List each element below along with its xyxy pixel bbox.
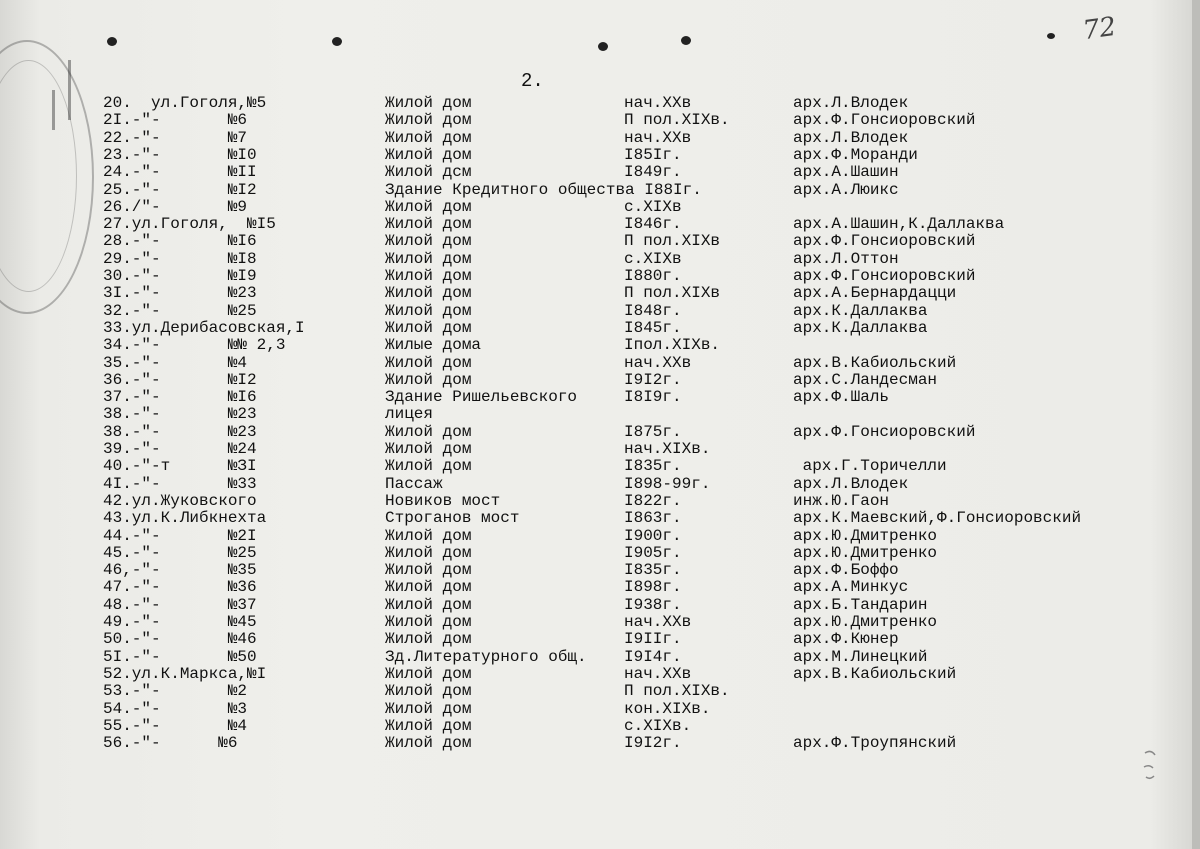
table-row <box>0 683 1200 700</box>
row-building: Жилой дом <box>385 664 472 683</box>
table-row <box>0 303 1200 320</box>
row-architect: арх.Г.Торичелли <box>793 457 947 476</box>
row-address: 43.ул.К.Либкнехта <box>103 509 267 528</box>
table-row <box>0 597 1200 614</box>
row-architect: арх.К.Даллаква <box>793 318 928 337</box>
row-building: Новиков мост <box>385 491 501 510</box>
row-architect: арх.А.Шашин,К.Даллаква <box>793 215 1005 234</box>
row-address: 29.-"- №I8 <box>103 249 257 268</box>
row-architect: арх.Ф.Гонсиоровский <box>793 267 976 285</box>
row-address: 46,-"- №35 <box>103 561 257 580</box>
row-address: 28.-"- №I6 <box>103 232 257 251</box>
row-architect: арх.Ф.Кюнер <box>793 630 899 649</box>
table-row <box>0 164 1200 181</box>
row-address: 35.-"- №4 <box>103 353 248 372</box>
table-row <box>0 510 1200 527</box>
row-date: П пол.XIXв. <box>624 682 730 701</box>
row-building: Жилой дом <box>385 595 472 614</box>
table-row <box>0 355 1200 372</box>
table-row <box>0 216 1200 233</box>
row-architect: арх.Л.Влодек <box>793 474 909 493</box>
row-building: Жилой дом <box>385 284 472 303</box>
table-row <box>0 701 1200 718</box>
row-architect: арх.Л.Оттон <box>793 249 899 268</box>
row-date: I9I4г. <box>624 647 682 666</box>
row-date: I898г. <box>624 578 682 597</box>
row-architect: арх.М.Линецкий <box>793 647 928 666</box>
row-address: 33.ул.Дерибасовская,I <box>103 318 305 337</box>
row-address: 49.-"- №45 <box>103 613 257 631</box>
table-row <box>0 268 1200 285</box>
row-architect: арх.К.Маевский,Ф.Гонсиоровский <box>793 509 1082 528</box>
row-building: Жилой дом <box>385 526 472 545</box>
row-date: нач.XXв <box>624 94 692 112</box>
row-building: Здание Кредитного общества I88Iг. <box>385 180 702 199</box>
row-date: I835г. <box>624 457 682 476</box>
row-building: Жилой дом <box>385 215 472 234</box>
row-date: нач.XXв <box>624 128 692 147</box>
row-architect: арх.Ф.Гонсиоровский <box>793 111 976 130</box>
row-building: Жилой дом <box>385 301 472 320</box>
table-row <box>0 562 1200 579</box>
row-architect: арх.Ю.Дмитренко <box>793 543 938 562</box>
table-row <box>0 147 1200 164</box>
row-address: 48.-"- №37 <box>103 595 257 614</box>
row-architect: арх.Ф.Моранди <box>793 145 918 164</box>
row-date: I9I2г. <box>624 734 682 753</box>
row-building: Жилой дом <box>385 682 472 701</box>
row-building: Жилой дом <box>385 370 472 389</box>
row-building: Жилой дом <box>385 318 472 337</box>
row-building: Здание Ришельевского <box>385 388 578 407</box>
table-row <box>0 666 1200 683</box>
row-building: Жилой дом <box>385 94 472 112</box>
row-building: Жилой дом <box>385 249 472 268</box>
row-address: 52.ул.К.Маркса,№I <box>103 664 267 683</box>
row-date: I9IIг. <box>624 630 682 649</box>
row-date: I9I2г. <box>624 370 682 389</box>
table-row <box>0 199 1200 216</box>
row-date: кон.XIXв. <box>624 699 711 718</box>
row-address: 22.-"- №7 <box>103 128 248 147</box>
row-date: I849г. <box>624 163 682 182</box>
row-building: Жилой дом <box>385 232 472 251</box>
table-row <box>0 320 1200 337</box>
row-date: нач.XXв <box>624 664 692 683</box>
row-address: 26./"- №9 <box>103 197 248 216</box>
row-date: I938г. <box>624 595 682 614</box>
table-row <box>0 372 1200 389</box>
row-date: I85Iг. <box>624 145 682 164</box>
row-architect: арх.С.Ландесман <box>793 370 938 389</box>
table-row <box>0 718 1200 735</box>
row-address: 50.-"- №46 <box>103 630 257 649</box>
row-address: 37.-"- №I6 <box>103 388 257 407</box>
table-row <box>0 251 1200 268</box>
row-date: П пол.XIXв <box>624 284 721 303</box>
binder-hole <box>332 37 342 46</box>
row-date: нач.XXв <box>624 613 692 631</box>
table-row <box>0 458 1200 475</box>
row-address: 42.ул.Жуковского <box>103 491 257 510</box>
row-date: I875г. <box>624 422 682 441</box>
row-address: 53.-"- №2 <box>103 682 248 701</box>
row-date: нач.XXв <box>624 353 692 372</box>
row-address: 5I.-"- №50 <box>103 647 257 666</box>
table-row <box>0 337 1200 354</box>
table-row <box>0 493 1200 510</box>
row-building: Жилой дом <box>385 422 472 441</box>
row-architect: арх.Ю.Дмитренко <box>793 613 938 631</box>
row-building: Жилой дом <box>385 267 472 285</box>
row-building: Строганов мост <box>385 509 520 528</box>
row-architect: арх.Ф.Троупянский <box>793 734 957 753</box>
table-row <box>0 631 1200 648</box>
row-building: Жилой дом <box>385 197 472 216</box>
row-address: 32.-"- №25 <box>103 301 257 320</box>
row-architect: инж.Ю.Гаон <box>793 491 890 510</box>
row-architect: арх.Ф.Боффо <box>793 561 899 580</box>
row-address: 20. ул.Гоголя,№5 <box>103 94 267 112</box>
row-address: 47.-"- №36 <box>103 578 257 597</box>
row-architect: арх.В.Кабиольский <box>793 353 957 372</box>
row-address: 27.ул.Гоголя, №I5 <box>103 215 276 234</box>
row-architect: арх.А.Минкус <box>793 578 909 597</box>
row-building: Пассаж <box>385 474 443 493</box>
row-building: Жилой дом <box>385 440 472 458</box>
row-date: с.XIXв <box>624 249 682 268</box>
row-address: 23.-"- №I0 <box>103 145 257 164</box>
row-architect: арх.Л.Влодек <box>793 94 909 112</box>
row-building: Жилой дом <box>385 716 472 735</box>
table-row <box>0 579 1200 596</box>
table-row <box>0 476 1200 493</box>
row-building: Жилой дом <box>385 613 472 631</box>
row-date: I898-99г. <box>624 474 711 493</box>
row-address: 44.-"- №2I <box>103 526 257 545</box>
row-architect: арх.Ф.Гонсиоровский <box>793 422 976 441</box>
row-architect: арх.Л.Влодек <box>793 128 909 147</box>
table-row <box>0 441 1200 458</box>
row-architect: арх.Ю.Дмитренко <box>793 526 938 545</box>
row-address: 4I.-"- №33 <box>103 474 257 493</box>
row-date: I880г. <box>624 267 682 285</box>
row-building: Жилые дома <box>385 336 482 355</box>
row-date: П пол.XIXв <box>624 232 721 251</box>
row-address: 56.-"- №6 <box>103 734 238 753</box>
binder-hole <box>598 42 608 51</box>
row-date: I835г. <box>624 561 682 580</box>
row-date: I822г. <box>624 491 682 510</box>
row-building: Жилой дом <box>385 111 472 130</box>
row-address: 40.-"-т №ЗI <box>103 457 257 476</box>
table-row <box>0 528 1200 545</box>
row-date: с.XIXв. <box>624 716 692 735</box>
row-address: 2I.-"- №6 <box>103 111 248 130</box>
archive-folio-number: 72 <box>1081 11 1119 47</box>
table-row <box>0 112 1200 129</box>
binder-hole <box>1047 33 1055 39</box>
row-date: П пол.XIXв. <box>624 111 730 130</box>
row-address: 45.-"- №25 <box>103 543 257 562</box>
row-address: 55.-"- №4 <box>103 716 248 735</box>
table-row <box>0 545 1200 562</box>
row-building: Жилой дом <box>385 699 472 718</box>
table-row <box>0 130 1200 147</box>
row-date: I845г. <box>624 318 682 337</box>
row-building: Жилой дом <box>385 561 472 580</box>
table-row <box>0 424 1200 441</box>
row-address: 38.-"- №23 <box>103 405 257 424</box>
binder-hole <box>107 37 117 46</box>
row-address: 25.-"- №I2 <box>103 180 257 199</box>
row-building: Жилой дом <box>385 734 472 753</box>
table-row <box>0 233 1200 250</box>
row-architect: арх.А.Шашин <box>793 163 899 182</box>
row-address: 24.-"- №II <box>103 163 257 182</box>
row-date: I900г. <box>624 526 682 545</box>
row-date: Iпол.XIXв. <box>624 336 721 355</box>
row-architect: арх.А.Люикс <box>793 180 899 199</box>
table-row <box>0 735 1200 752</box>
row-address: 36.-"- №I2 <box>103 370 257 389</box>
row-date: нач.XIXв. <box>624 440 711 458</box>
row-architect: арх.Б.Тандарин <box>793 595 928 614</box>
row-building: Жилой дом <box>385 457 472 476</box>
table-row <box>0 406 1200 423</box>
row-date: I863г. <box>624 509 682 528</box>
row-building: Жилой дом <box>385 578 472 597</box>
table-row <box>0 649 1200 666</box>
row-architect: арх.В.Кабиольский <box>793 664 957 683</box>
table-row <box>0 614 1200 631</box>
row-date: I905г. <box>624 543 682 562</box>
table-row <box>0 95 1200 112</box>
row-building: Жилой дом <box>385 630 472 649</box>
binder-hole <box>681 36 691 45</box>
page-number: 2. <box>521 70 544 92</box>
row-address: 54.-"- №3 <box>103 699 248 718</box>
row-address: 3I.-"- №23 <box>103 284 257 303</box>
row-building: Жилой дом <box>385 543 472 562</box>
row-architect: арх.А.Бернардацци <box>793 284 957 303</box>
row-address: 34.-"- №№ 2,3 <box>103 336 286 355</box>
table-row <box>0 285 1200 302</box>
row-building: Жилой дом <box>385 145 472 164</box>
margin-pencil-marks <box>1140 745 1170 785</box>
row-building: Зд.Литературного общ. <box>385 647 587 666</box>
row-building: Жилой дсм <box>385 163 472 182</box>
row-building: Жилой дом <box>385 353 472 372</box>
row-building: лицея <box>385 405 434 424</box>
row-date: I848г. <box>624 301 682 320</box>
row-architect: арх.Ф.Гонсиоровский <box>793 232 976 251</box>
row-date: I8I9г. <box>624 388 682 407</box>
row-address: 30.-"- №I9 <box>103 267 257 285</box>
row-date: с.XIXв <box>624 197 682 216</box>
row-building: Жилой дом <box>385 128 472 147</box>
row-address: 39.-"- №24 <box>103 440 257 458</box>
row-address: 38.-"- №23 <box>103 422 257 441</box>
row-architect: арх.Ф.Шаль <box>793 388 890 407</box>
table-row <box>0 182 1200 199</box>
row-architect: арх.К.Даллаква <box>793 301 928 320</box>
row-date: I846г. <box>624 215 682 234</box>
table-row <box>0 389 1200 406</box>
